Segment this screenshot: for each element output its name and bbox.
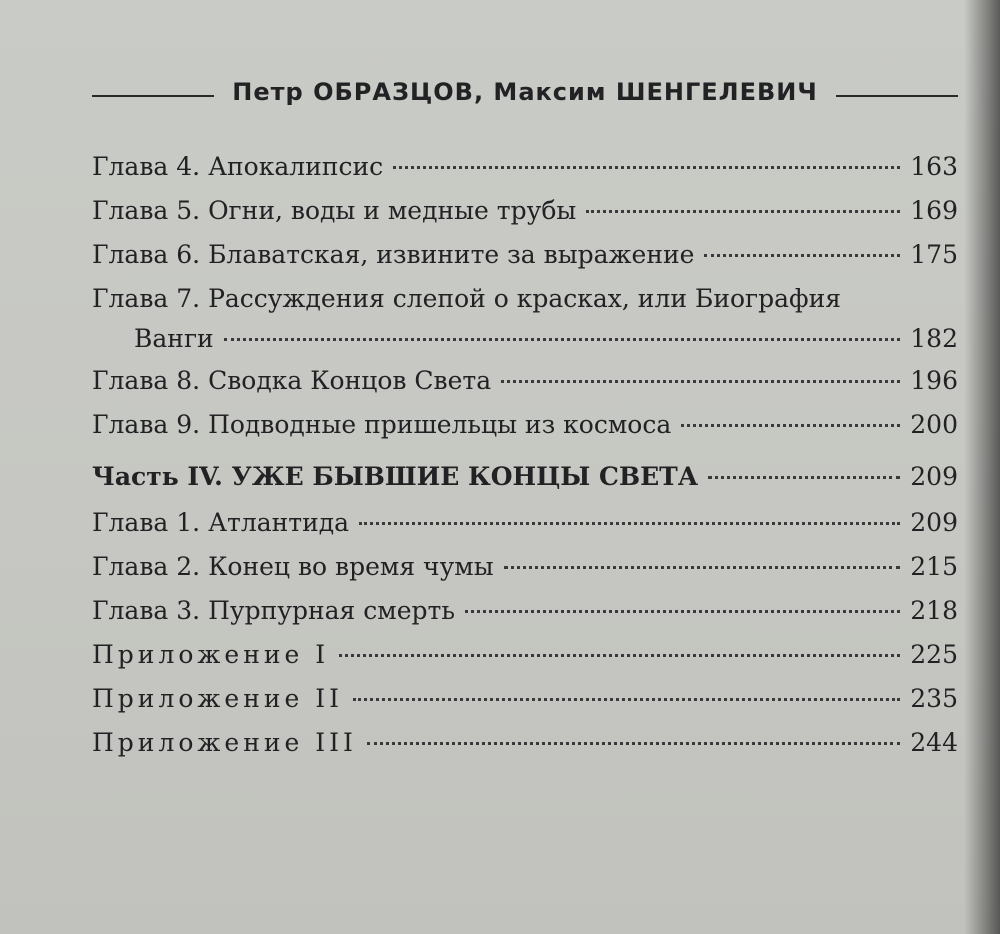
header-rule-left (92, 95, 214, 97)
toc-entry-appendix-2 (92, 682, 958, 716)
running-header (92, 72, 958, 112)
toc-entry-label: Глава 6. Блаватская, извините за выражение (92, 240, 695, 269)
toc-entry-chapter-6 (92, 238, 958, 272)
toc-entry-page: 225 (910, 640, 958, 669)
header-authors: Петр ОБРАЗЦОВ, Максим ШЕНГЕЛЕВИЧ (232, 78, 818, 106)
toc-entry-part4-chapter-3 (92, 594, 958, 628)
dot-leader (359, 522, 900, 525)
toc-entry-page: 209 (910, 462, 958, 491)
toc-entry-part-4 (92, 460, 958, 494)
toc-entry-part4-chapter-2 (92, 550, 958, 584)
toc-entry-page: 235 (910, 684, 958, 713)
toc-entry-label: Глава 4. Апокалипсис (92, 152, 384, 181)
toc-entry-page: 163 (910, 152, 958, 181)
toc-entry-label: Приложение II (92, 684, 344, 713)
toc-entry-page: 215 (910, 552, 958, 581)
dot-leader (504, 566, 901, 569)
toc-entry-chapter-4 (92, 150, 958, 184)
toc-entry-label: Глава 9. Подводные пришельцы из космоса (92, 410, 672, 439)
toc-entry-label: Глава 5. Огни, воды и медные трубы (92, 196, 577, 225)
toc-entry-page: 175 (910, 240, 958, 269)
dot-leader (681, 424, 900, 427)
toc-entry-chapter-7-line1: Глава 7. Рассуждения слепой о красках, или Биография (92, 284, 842, 313)
toc-entry-page: 244 (910, 728, 958, 757)
toc-entry-chapter-7 (92, 322, 958, 356)
toc-part-label: Часть IV. УЖЕ БЫВШИЕ КОНЦЫ СВЕТА (92, 462, 699, 491)
toc-entry-label: Глава 3. Пурпурная смерть (92, 596, 455, 625)
toc-entry-label: Глава 2. Конец во время чумы (92, 552, 494, 581)
toc-entry-appendix-1 (92, 638, 958, 672)
dot-leader (224, 338, 901, 341)
toc-entry-page: 196 (910, 366, 958, 395)
toc-entry-chapter-5 (92, 194, 958, 228)
page-edge-shadow (964, 0, 1000, 934)
toc-entry-label: Ванги (134, 324, 214, 353)
toc-entry-appendix-3 (92, 726, 958, 760)
dot-leader (367, 742, 900, 745)
toc-entry-chapter-8 (92, 364, 958, 398)
toc-entry-label: Глава 1. Атлантида (92, 508, 350, 537)
dot-leader (339, 654, 900, 657)
header-rule-right (836, 95, 958, 97)
toc-entry-label: Приложение I (92, 640, 330, 669)
dot-leader (465, 610, 900, 613)
toc-entry-page: 218 (910, 596, 958, 625)
toc-entry-label: Глава 8. Сводка Концов Света (92, 366, 492, 395)
toc-entry-chapter-9 (92, 408, 958, 442)
dot-leader (586, 210, 900, 213)
toc-entry-page: 200 (910, 410, 958, 439)
dot-leader (353, 698, 900, 701)
toc-entry-page: 182 (910, 324, 958, 353)
toc-entry-page: 209 (910, 508, 958, 537)
dot-leader (393, 166, 900, 169)
dot-leader (501, 380, 900, 383)
toc-entry-label: Приложение III (92, 728, 357, 757)
dot-leader (708, 476, 900, 479)
toc-entry-page: 169 (910, 196, 958, 225)
dot-leader (704, 254, 900, 257)
toc-entry-part4-chapter-1 (92, 506, 958, 540)
